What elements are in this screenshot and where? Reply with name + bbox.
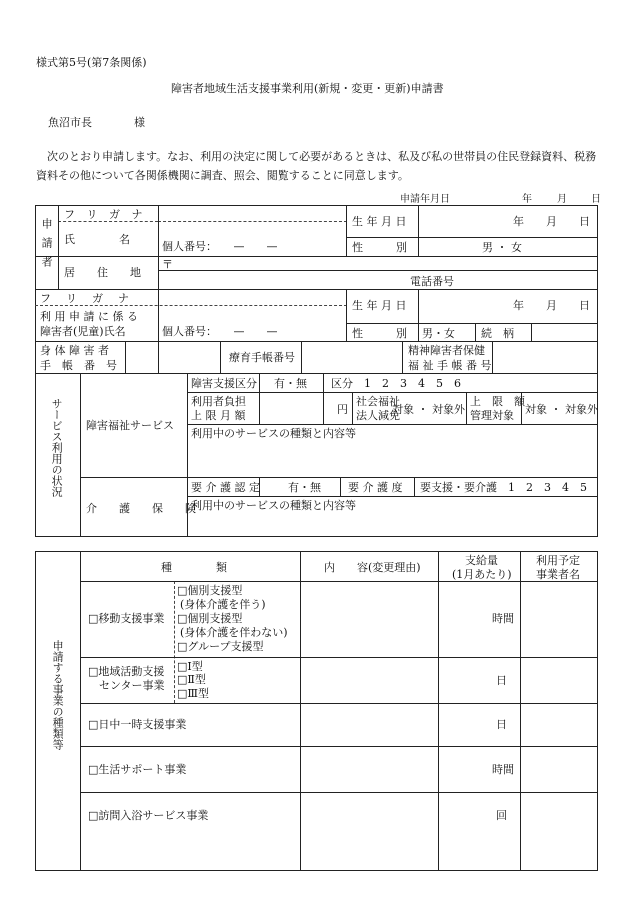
user-my-number: 個人番号： — — xyxy=(162,325,278,338)
user-sex-label: 性 別 xyxy=(352,327,407,340)
applicant-address-label: 居 住 地 xyxy=(64,266,141,279)
care-level-label: 要 介 護 度 xyxy=(348,481,403,494)
consent-text: 次のとおり申請します。なお、利用の決定に関して必要があるときは、私及び私の世帯員の住民登録資料、税務資料その他について各関係機関に調査、照会、閲覧することに同意します。 xyxy=(36,150,597,182)
applicant-name-label: 氏 名 xyxy=(64,233,130,246)
care-grade-options: 要支援・要介護 1 2 3 4 5 xyxy=(420,481,587,494)
mental-handbook-label-1: 精神障害者保健 xyxy=(408,344,485,357)
care-insurance-label: 介 護 保 険 xyxy=(86,502,196,515)
applicant-birth-ymd: 年 月 日 xyxy=(513,215,590,228)
mobility-unit: 時間 xyxy=(492,612,514,625)
application-date-month: 月 xyxy=(557,194,567,205)
application-date-year: 年 xyxy=(522,194,532,205)
care-in-use-label: 利用中のサービスの種類と内容等 xyxy=(191,499,356,512)
applicant-section-label: 申請者 xyxy=(40,218,54,275)
user-name-label-2: 障害者(児童)氏名 xyxy=(40,325,126,338)
col-amount-header-2: (1月あたり) xyxy=(452,568,512,581)
type-2-checkbox[interactable]: □Ⅱ型 xyxy=(177,673,206,686)
col-provider-header-1: 利用予定 xyxy=(536,554,580,567)
user-sex-options: 男・女 xyxy=(422,327,455,340)
application-date-label: 申請年月日 xyxy=(400,194,450,205)
individual-support-no-body-care-note: (身体介護を伴わない) xyxy=(180,626,288,639)
limit-management-label-1: 上 限 額 xyxy=(470,395,525,408)
social-welfare-reduction-1: 社会福祉 xyxy=(356,395,400,408)
user-relation-label: 続 柄 xyxy=(481,327,514,340)
type-3-checkbox[interactable]: □Ⅲ型 xyxy=(177,687,210,700)
burden-limit-label-2: 上 限 月 額 xyxy=(191,409,246,422)
welfare-in-use-label: 利用中のサービスの種類と内容等 xyxy=(191,427,356,440)
addressee: 魚沼市長 xyxy=(48,116,92,129)
daytime-support-checkbox[interactable]: □日中一時支援事業 xyxy=(88,718,187,731)
limit-management-label-2: 管理対象 xyxy=(470,409,514,422)
page-title: 障害者地域生活支援事業利用(新規・変更・更新)申請書 xyxy=(171,82,444,95)
physical-handbook-label-2: 手 帳 番 号 xyxy=(40,359,117,372)
mental-handbook-label-2: 福 祉 手 帳 番 号 xyxy=(408,359,492,372)
applicant-birth-label: 生 年 月 日 xyxy=(352,215,407,228)
individual-support-body-care-note: (身体介護を伴う) xyxy=(180,598,266,611)
care-cert-has-none: 有・無 xyxy=(288,481,321,494)
care-cert-label: 要 介 護 認 定 xyxy=(191,481,260,494)
individual-support-no-body-care-checkbox[interactable]: □個別支援型 xyxy=(177,612,243,625)
applicant-sex-options: 男 ・ 女 xyxy=(482,241,522,254)
user-birth-ymd: 年 月 日 xyxy=(513,299,590,312)
support-class-has-none: 有・無 xyxy=(274,377,307,390)
limit-target-options: 対象 ・ 対象外 xyxy=(525,403,598,416)
applicant-postal-mark: 〒 xyxy=(162,258,173,271)
community-center-label-2: センター事業 xyxy=(99,679,165,692)
life-support-checkbox[interactable]: □生活サポート事業 xyxy=(88,763,187,776)
applicant-my-number: 個人番号： — — xyxy=(162,240,278,253)
mobility-support-checkbox[interactable]: □移動支援事業 xyxy=(88,612,165,625)
applicant-furigana-label: フ リ ガ ナ xyxy=(64,208,147,221)
applicant-sex-label: 性 別 xyxy=(352,241,407,254)
visiting-bath-unit: 回 xyxy=(496,809,507,822)
col-amount-header-1: 支給量 xyxy=(465,554,498,567)
community-center-checkbox[interactable]: □地域活動支援 xyxy=(88,665,165,678)
form-number: 様式第5号(第7条関係) xyxy=(36,56,147,69)
service-status-section-label: サービス利用の状況 xyxy=(50,398,64,497)
support-class-levels: 区分 1 2 3 4 5 6 xyxy=(331,377,461,390)
support-class-label: 障害支援区分 xyxy=(191,377,257,390)
type-1-checkbox[interactable]: □Ⅰ型 xyxy=(177,660,203,673)
honorific: 様 xyxy=(134,116,145,129)
individual-support-body-care-checkbox[interactable]: □個別支援型 xyxy=(177,584,243,597)
col-content-header: 内 容(変更理由) xyxy=(324,561,421,574)
col-provider-header-2: 事業者名 xyxy=(536,568,580,581)
user-name-label-1: 利 用 申 請 に 係 る xyxy=(40,310,138,323)
col-type-header: 種 類 xyxy=(161,561,227,574)
daytime-support-unit: 日 xyxy=(496,718,507,731)
social-target-options: 対象 ・ 対象外 xyxy=(392,403,465,416)
visiting-bath-checkbox[interactable]: □訪問入浴サービス事業 xyxy=(88,809,209,822)
application-date-day: 日 xyxy=(591,194,601,205)
application-type-table xyxy=(35,551,598,871)
burden-limit-label-1: 利用者負担 xyxy=(191,395,246,408)
social-welfare-reduction-2: 法人減免 xyxy=(356,409,400,422)
group-support-checkbox[interactable]: □グループ支援型 xyxy=(177,640,264,653)
user-birth-label: 生 年 月 日 xyxy=(352,299,407,312)
welfare-service-label: 障害福祉サービス xyxy=(86,419,174,432)
apply-section-label: 申請する事業の種類等 xyxy=(51,640,65,750)
user-furigana-label: フ リ ガ ナ xyxy=(40,292,131,305)
physical-handbook-label-1: 身 体 障 害 者 xyxy=(40,344,109,357)
applicant-phone-label: 電話番号 xyxy=(410,275,454,288)
life-support-unit: 時間 xyxy=(492,763,514,776)
community-center-unit: 日 xyxy=(496,674,507,687)
rehab-handbook-label: 療育手帳番号 xyxy=(229,351,295,364)
yen-unit: 円 xyxy=(337,403,348,416)
